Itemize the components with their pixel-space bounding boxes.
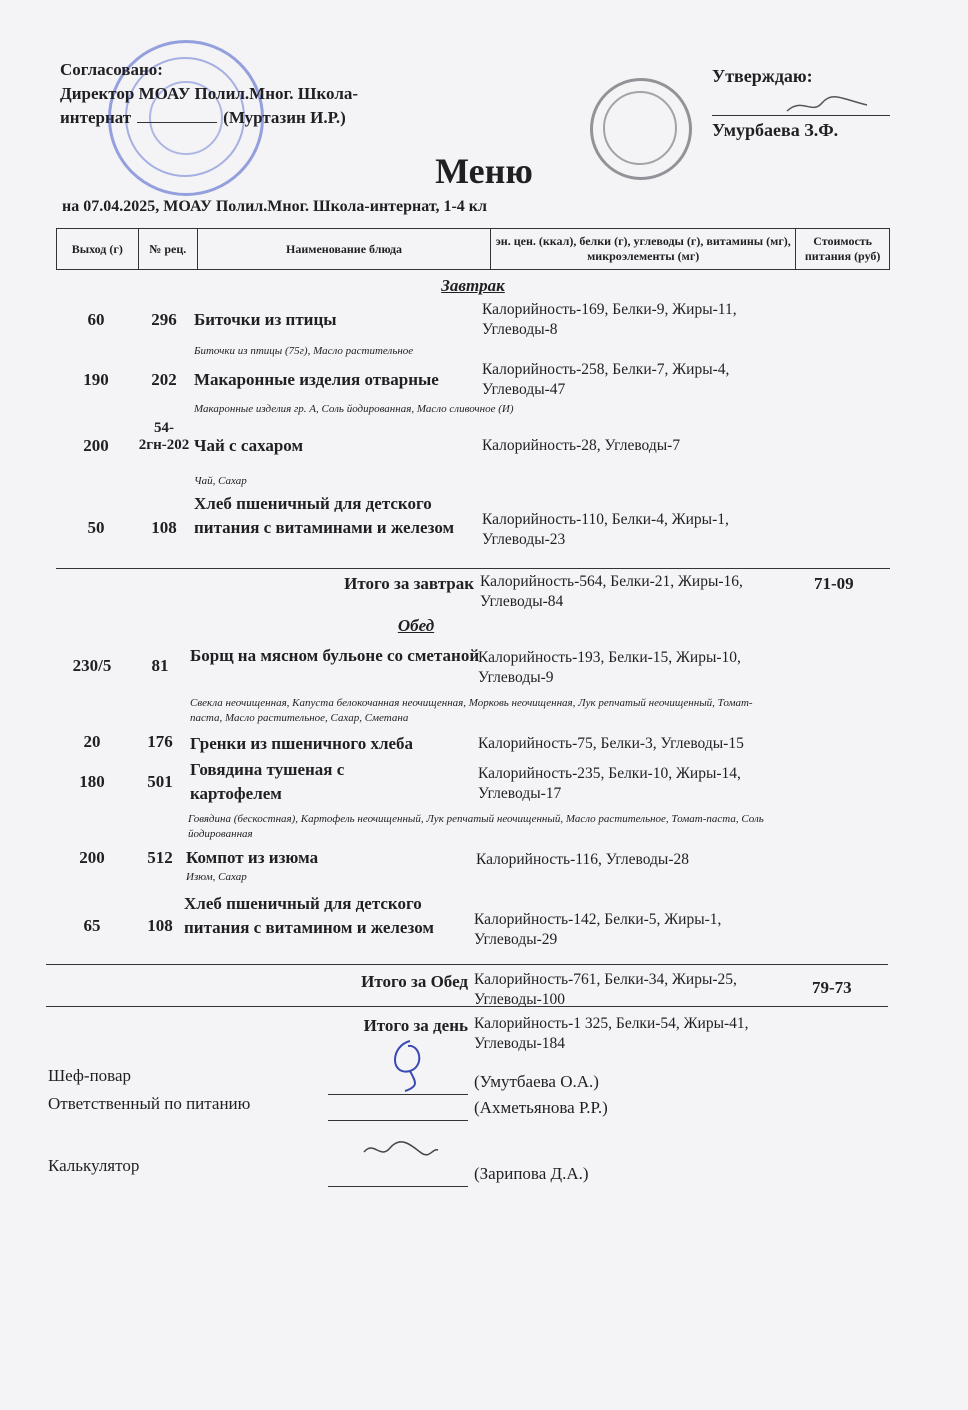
dish-output: 180 (79, 772, 105, 791)
dish-ingredients: Макаронные изделия гр. А, Соль йодированная, Масло сливочное (И) (194, 403, 514, 415)
page-subtitle: на 07.04.2025, МОАУ Полил.Мног. Школа-интернат, 1-4 кл (62, 198, 487, 215)
breakfast-total-cost: 71-09 (814, 574, 854, 593)
signature-name-responsible: (Ахметьянова Р.Р.) (474, 1098, 608, 1117)
dish-recipe: 81 (151, 656, 169, 675)
dish-nutrition: Калорийность-75, Белки-3, Углеводы-15 (478, 735, 744, 752)
signature-role-responsible: Ответственный по питанию (48, 1094, 251, 1113)
dish-name: Говядина тушеная с картофелем (190, 760, 345, 803)
agreed-block (60, 58, 358, 130)
lunch-total-cost: 79-73 (812, 978, 852, 997)
dish-ingredients: Говядина (бескостная), Картофель неочищенный, Лук репчатый неочищенный, Масло растительное, Томат-паста, Соль йодированная (188, 813, 764, 840)
col-cost: Стоимость питания (руб) (796, 229, 890, 270)
dish-output: 200 (79, 848, 105, 867)
dish-ingredients: Свекла неочищенная, Капуста белокочанная неочищенная, Морковь неочищенная, Лук репчатый неочищенный, Томат-паста, Масло растительное, Сахар, Сметана (190, 697, 753, 724)
dish-output: 230/5 (72, 656, 112, 675)
dish-nutrition: Калорийность-28, Углеводы-7 (482, 437, 681, 454)
dish-output: 190 (83, 370, 109, 389)
dish-name: Чай с сахаром (194, 436, 304, 455)
day-total-nutrition: Калорийность-1 325, Белки-54, Жиры-41, Углеводы-184 (474, 1015, 749, 1052)
responsible-signature-line (328, 1120, 468, 1121)
dish-name: Компот из изюма (186, 848, 319, 867)
col-recipe: № рец. (138, 229, 197, 270)
dish-nutrition: Калорийность-110, Белки-4, Жиры-1, Углеводы-23 (482, 511, 729, 548)
director-line: интернат (Муртазин И.Р.) (60, 108, 346, 127)
col-dish: Наименование блюда (198, 229, 491, 270)
approve-block (712, 66, 890, 141)
signature-name-calculator: (Зарипова Д.А.) (474, 1164, 589, 1183)
director-title: Директор МОАУ Полил.Мног. Школа- (60, 84, 359, 103)
dish-name: Макаронные изделия отварные (194, 370, 439, 389)
day-total-label: Итого за день (363, 1016, 468, 1035)
signature-role-calculator: Калькулятор (48, 1156, 140, 1175)
dish-name: Хлеб пшеничный для детского питания с витаминами и железом (194, 494, 455, 537)
dish-recipe: 108 (151, 518, 177, 537)
approve-signature (782, 93, 872, 117)
col-nutrition: эн. цен. (ккал), белки (г), углеводы (г), витамины (мг), микроэлементы (мг) (491, 229, 796, 270)
approve-name: Умурбаева З.Ф. (712, 120, 839, 140)
dish-name: Биточки из птицы (194, 310, 337, 329)
col-output: Выход (г) (57, 229, 139, 270)
dish-output: 20 (83, 732, 101, 751)
breakfast-total-label: Итого за завтрак (344, 574, 474, 593)
dish-recipe: 202 (151, 370, 177, 389)
dish-name: Хлеб пшеничный для детского питания с витамином и железом (184, 894, 434, 937)
dish-output: 200 (83, 436, 109, 455)
dish-nutrition: Калорийность-169, Белки-9, Жиры-11, Углеводы-8 (482, 301, 737, 338)
dish-recipe: 108 (147, 916, 173, 935)
calculator-signature (360, 1138, 440, 1162)
chef-signature-line (328, 1094, 468, 1095)
day-total-rule (46, 1006, 888, 1007)
chef-signature (380, 1036, 440, 1096)
dish-ingredients: Биточки из птицы (75г), Масло растительное (194, 345, 414, 357)
signature-role-chef: Шеф-повар (48, 1066, 132, 1085)
dish-nutrition: Калорийность-142, Белки-5, Жиры-1, Углеводы-29 (474, 911, 722, 948)
dish-output: 65 (83, 916, 101, 935)
dish-name: Борщ на мясном бульоне со сметаной (190, 646, 480, 665)
director-name: (Муртазин И.Р.) (223, 108, 346, 127)
calculator-signature-line (328, 1186, 468, 1187)
lunch-total-label: Итого за Обед (361, 972, 468, 991)
dish-nutrition: Калорийность-258, Белки-7, Жиры-4, Углеводы-47 (482, 361, 730, 398)
dish-ingredients: Чай, Сахар (194, 475, 247, 487)
menu-table-header (56, 228, 890, 270)
dish-nutrition: Калорийность-116, Углеводы-28 (476, 851, 689, 868)
dish-recipe: 176 (147, 732, 173, 751)
dish-recipe: 296 (151, 310, 177, 329)
dish-output: 50 (87, 518, 105, 537)
approve-label: Утверждаю: (712, 66, 813, 86)
breakfast-total-nutrition: Калорийность-564, Белки-21, Жиры-16, Углеводы-84 (480, 573, 743, 610)
breakfast-title: Завтрак (441, 276, 505, 295)
lunch-title: Обед (397, 616, 435, 635)
agreed-label: Согласовано: (60, 60, 163, 79)
dish-recipe: 501 (147, 772, 173, 791)
dish-ingredients: Изюм, Сахар (186, 871, 247, 883)
dish-nutrition: Калорийность-235, Белки-10, Жиры-14, Углеводы-17 (478, 765, 741, 802)
dish-nutrition: Калорийность-193, Белки-15, Жиры-10, Углеводы-9 (478, 649, 741, 686)
dish-recipe: 512 (147, 848, 173, 867)
dish-output: 60 (87, 310, 105, 329)
dish-name: Гренки из пшеничного хлеба (190, 734, 414, 753)
signature-name-chef: (Умутбаева О.А.) (474, 1072, 599, 1091)
lunch-total-nutrition: Калорийность-761, Белки-34, Жиры-25, Углеводы-100 (474, 971, 737, 1008)
dish-recipe: 54-2гн-202 (138, 420, 190, 453)
approve-signature-line (712, 93, 890, 116)
page-title: Меню (435, 151, 533, 191)
breakfast-total-rule (56, 568, 890, 569)
lunch-total-rule (46, 964, 888, 965)
